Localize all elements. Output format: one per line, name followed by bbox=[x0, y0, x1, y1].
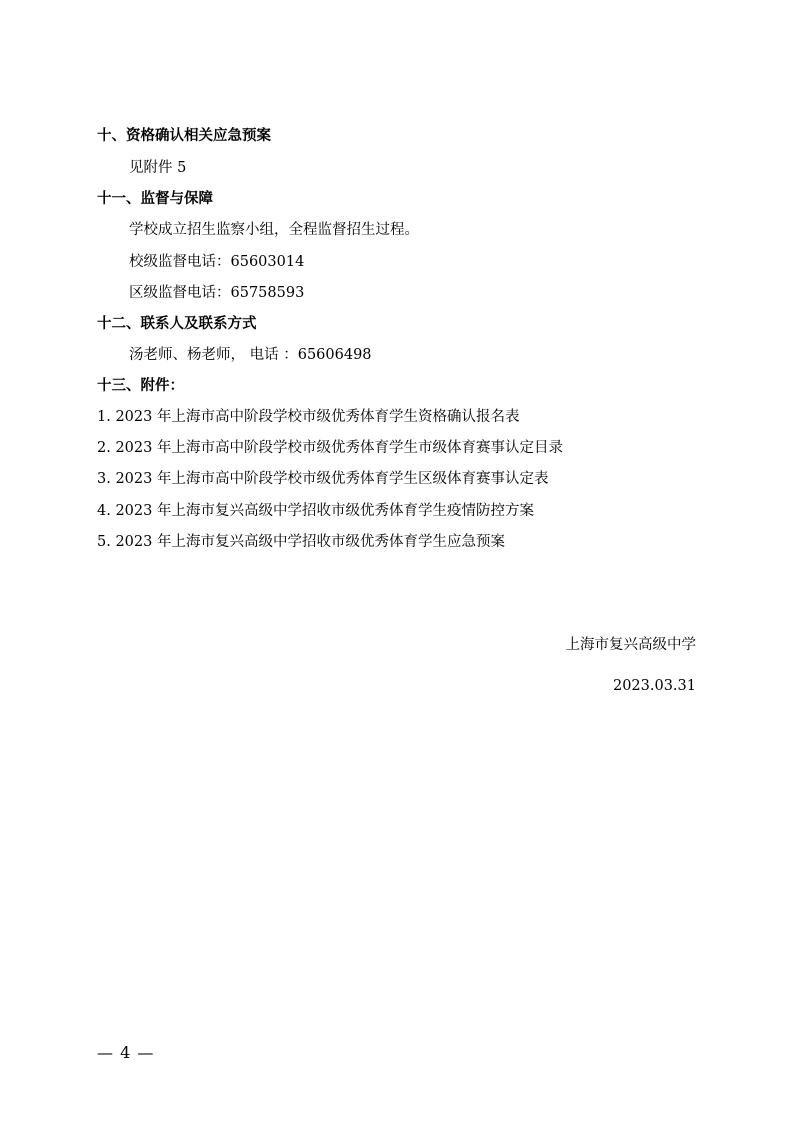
section-13-heading: 十三、附件： bbox=[97, 378, 184, 394]
section-10-heading: 十、资格确认相关应急预案 bbox=[97, 128, 271, 144]
section-10-line-1: 见附件 5 bbox=[129, 160, 187, 176]
section-12-heading: 十二、联系人及联系方式 bbox=[97, 316, 257, 332]
signature-org: 上海市复兴高级中学 bbox=[565, 637, 696, 653]
section-12-line-1: 汤老师、杨老师， 电话 ：65606498 bbox=[129, 347, 372, 363]
page-number: — 4 — bbox=[97, 1043, 155, 1062]
attachment-item-3: 3. 2023 年上海市高中阶段学校市级优秀体育学生区级体育赛事认定表 bbox=[97, 471, 549, 487]
section-11-line-2: 校级监督电话：65603014 bbox=[129, 254, 305, 270]
section-11-line-1: 学校成立招生监察小组，全程监督招生过程。 bbox=[129, 222, 419, 238]
section-11-line-3: 区级监督电话：65758593 bbox=[129, 285, 305, 301]
attachment-item-2: 2. 2023 年上海市高中阶段学校市级优秀体育学生市级体育赛事认定目录 bbox=[97, 440, 563, 456]
section-11-heading: 十一、监督与保障 bbox=[97, 191, 213, 207]
attachment-item-1: 1. 2023 年上海市高中阶段学校市级优秀体育学生资格确认报名表 bbox=[97, 409, 520, 425]
attachment-item-5: 5. 2023 年上海市复兴高级中学招收市级优秀体育学生应急预案 bbox=[97, 534, 505, 550]
attachment-item-4: 4. 2023 年上海市复兴高级中学招收市级优秀体育学生疫情防控方案 bbox=[97, 503, 534, 519]
signature-date: 2023.03.31 bbox=[612, 678, 696, 694]
